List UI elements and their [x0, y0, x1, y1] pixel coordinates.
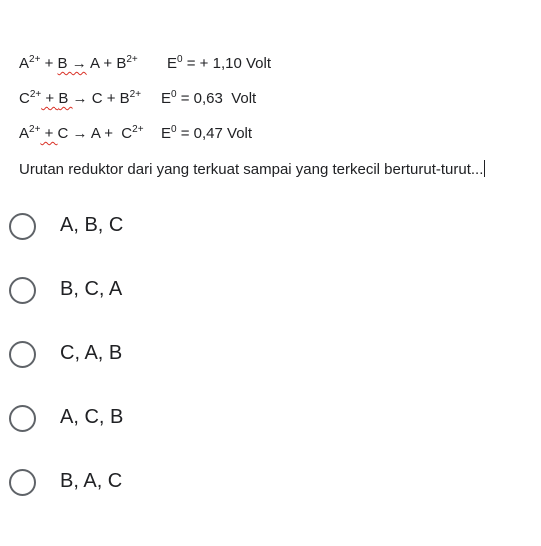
radio-button-icon[interactable]: [9, 405, 36, 432]
potential-value: = 0,63 Volt: [176, 90, 257, 107]
potential-3: [161, 126, 252, 141]
reactant-text: A: [19, 55, 30, 72]
reactant-text: C: [57, 125, 73, 142]
question-prompt-text: Urutan reduktor dari yang terkuat sampai yang terkecil berturut-turut...: [19, 161, 484, 178]
reaction-3: [19, 126, 144, 141]
plus-text: +: [40, 55, 58, 72]
radio-button-icon[interactable]: [9, 341, 36, 368]
potential-value: = + 1,10 Volt: [182, 55, 271, 72]
plus-text: +: [40, 125, 58, 142]
standard-sup: 0: [171, 124, 177, 135]
option-label: A, C, B: [60, 406, 124, 428]
option-2[interactable]: [9, 270, 529, 334]
product-text: A + B: [86, 55, 127, 72]
potential-2: [161, 91, 256, 106]
reaction-2: [19, 91, 141, 106]
option-4[interactable]: [9, 398, 529, 462]
radio-button-icon[interactable]: [9, 213, 36, 240]
charge-sup: 2+: [126, 54, 138, 65]
potential-value: = 0,47 Volt: [176, 125, 253, 142]
question-block: [19, 52, 534, 177]
charge-sup: 2+: [132, 124, 144, 135]
radio-button-icon[interactable]: [9, 469, 36, 496]
answer-options: [9, 206, 529, 526]
potential-symbol: E: [167, 55, 178, 72]
reactant-text: B: [57, 55, 72, 72]
option-label: B, C, A: [60, 278, 123, 300]
potential-symbol: E: [161, 90, 172, 107]
arrow-icon: →: [71, 55, 87, 72]
option-1[interactable]: [9, 206, 529, 270]
equation-line-3: [19, 122, 534, 157]
product-text: A + C: [87, 125, 133, 142]
option-3[interactable]: [9, 334, 529, 398]
charge-sup: 2+: [129, 89, 142, 100]
product-text: C + B: [87, 90, 130, 107]
equation-line-1: [19, 52, 534, 87]
potential-symbol: E: [161, 125, 172, 142]
charge-sup: 2+: [29, 124, 41, 135]
reactant-text: B: [58, 90, 73, 107]
text-caret: [484, 160, 485, 177]
arrow-icon: →: [72, 90, 88, 107]
arrow-icon: →: [72, 125, 88, 142]
charge-sup: 2+: [29, 89, 42, 100]
reactant-text: C: [19, 90, 30, 107]
question-prompt: [19, 160, 534, 177]
option-label: A, B, C: [60, 214, 124, 236]
equation-line-2: [19, 87, 534, 122]
plus-text: +: [41, 90, 59, 107]
standard-sup: 0: [171, 89, 177, 100]
reactant-text: A: [19, 125, 30, 142]
standard-sup: 0: [177, 54, 183, 65]
option-5[interactable]: [9, 462, 529, 526]
potential-1: [167, 56, 271, 71]
charge-sup: 2+: [29, 54, 41, 65]
option-label: C, A, B: [60, 342, 123, 364]
radio-button-icon[interactable]: [9, 277, 36, 304]
option-label: B, A, C: [60, 470, 123, 492]
reaction-1: [19, 56, 138, 71]
